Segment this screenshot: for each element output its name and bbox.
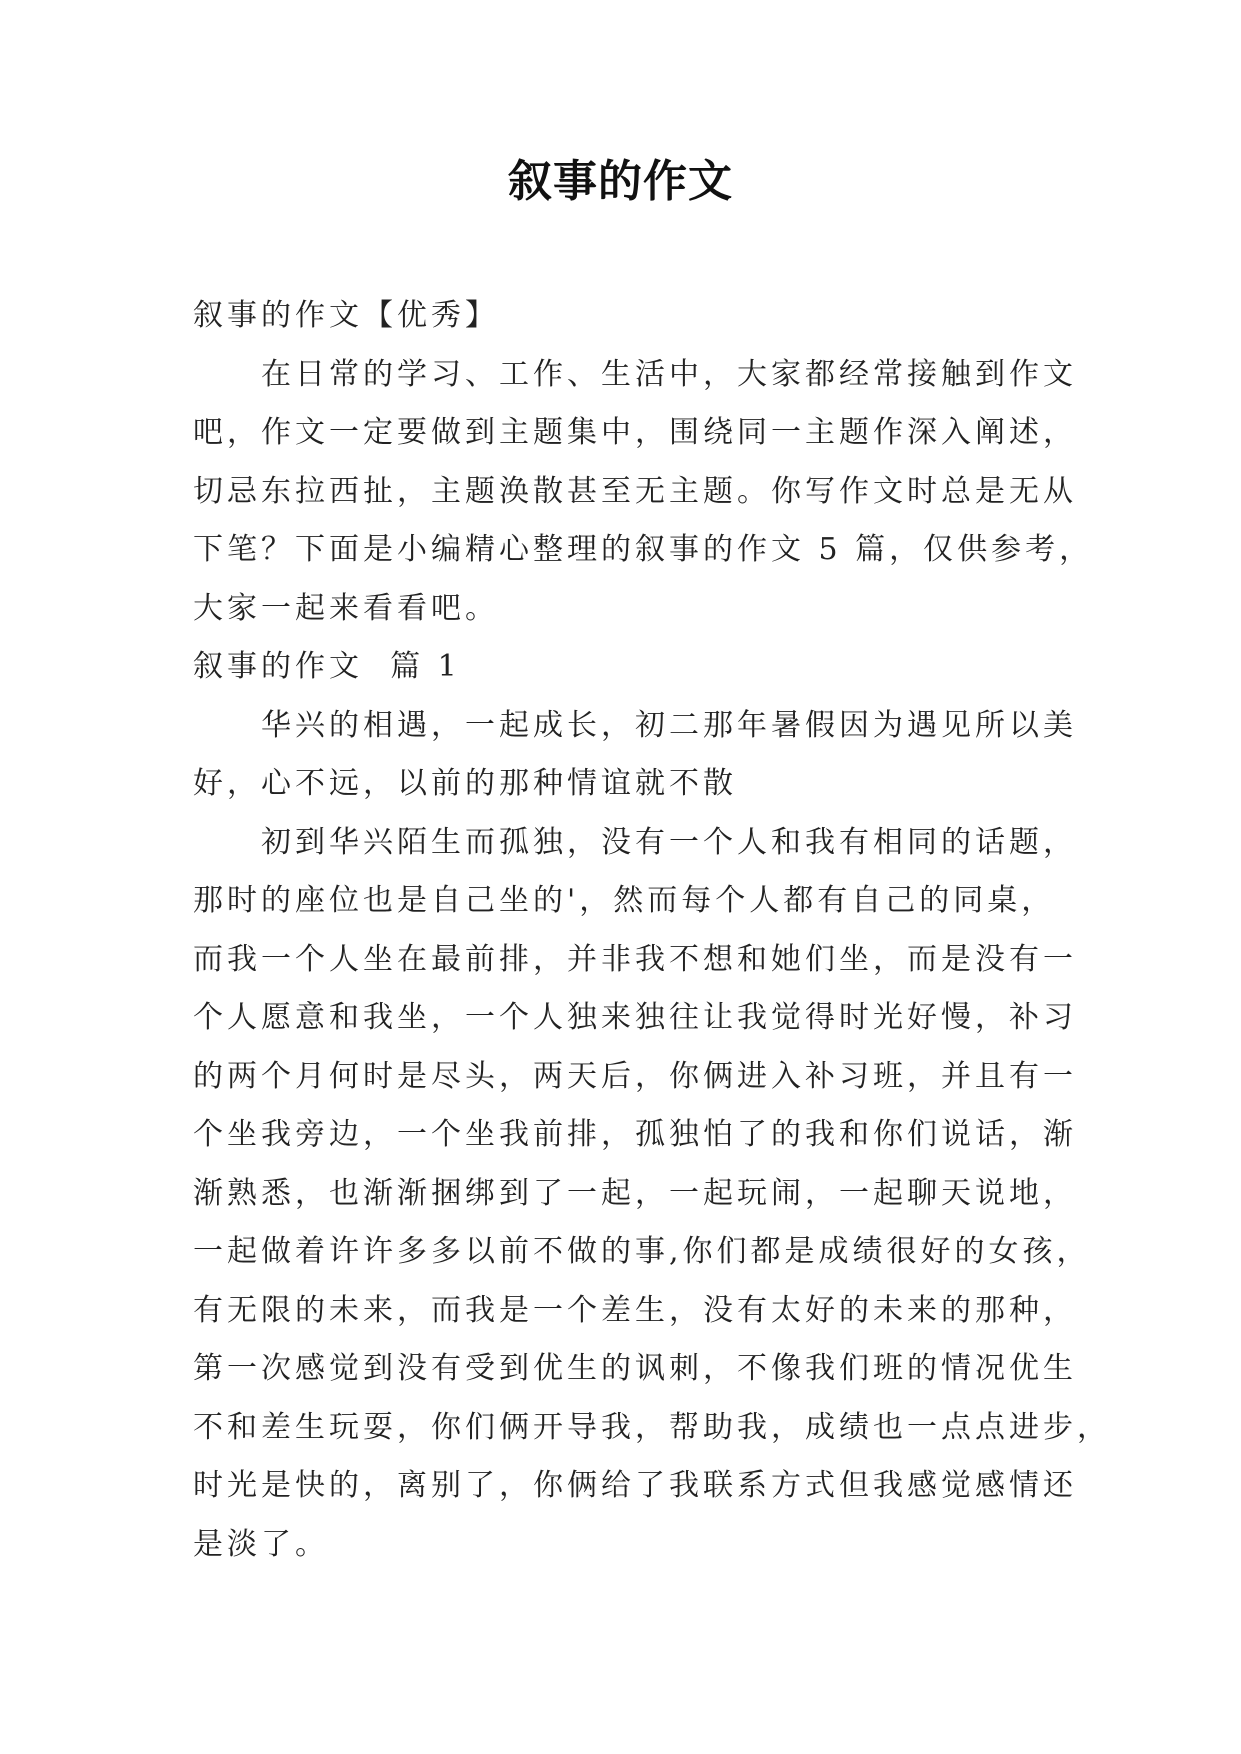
paragraph-line: 切忌东拉西扯，主题涣散甚至无主题。你写作文时总是无从 bbox=[193, 473, 1077, 509]
paragraph-line: 一起做着许许多多以前不做的事,你们都是成绩很好的女孩， bbox=[193, 1234, 1091, 1269]
paragraph-line: 渐熟悉，也渐渐捆绑到了一起，一起玩闹，一起聊天说地， bbox=[193, 1175, 1077, 1211]
paragraph-line: 那时的座位也是自己坐的'，然而每个人都有自己的同桌， bbox=[193, 883, 1056, 918]
paragraph-line: 好，心不远，以前的那种情谊就不散 bbox=[193, 766, 737, 801]
paragraph-line: 的两个月何时是尽头，两天后，你俩进入补习班，并且有一 bbox=[193, 1058, 1077, 1094]
paragraph-line: 吧，作文一定要做到主题集中，围绕同一主题作深入阐述， bbox=[193, 415, 1077, 450]
paragraph-line: 华兴的相遇，一起成长，初二那年暑假因为遇见所以美 bbox=[261, 707, 1077, 743]
paragraph-line: 第一次感觉到没有受到优生的讽刺，不像我们班的情况优生 bbox=[193, 1351, 1077, 1386]
paragraph-line: 在日常的学习、工作、生活中，大家都经常接触到作文 bbox=[261, 356, 1077, 392]
paragraph-line: 大家一起来看看吧。 bbox=[193, 590, 499, 626]
section-heading: 叙事的作文【优秀】 bbox=[193, 298, 499, 333]
paragraph-line: 个人愿意和我坐，一个人独来独往让我觉得时光好慢，补习 bbox=[193, 1000, 1077, 1035]
document-title: 叙事的作文 bbox=[508, 156, 733, 207]
section-heading: 叙事的作文 篇 1 bbox=[193, 649, 461, 684]
paragraph-line: 而我一个人坐在最前排，并非我不想和她们坐，而是没有一 bbox=[193, 941, 1077, 977]
document-body bbox=[193, 287, 1111, 1574]
paragraph-line: 个坐我旁边，一个坐我前排，孤独怕了的我和你们说话，渐 bbox=[193, 1117, 1077, 1152]
paragraph-line: 是淡了。 bbox=[193, 1526, 329, 1562]
paragraph-line: 时光是快的，离别了，你俩给了我联系方式但我感觉感情还 bbox=[193, 1468, 1077, 1503]
paragraph-line: 初到华兴陌生而孤独，没有一个人和我有相同的话题， bbox=[261, 824, 1077, 860]
paragraph-line: 不和差生玩耍，你们俩开导我，帮助我，成绩也一点点进步， bbox=[193, 1409, 1111, 1445]
paragraph-line: 有无限的未来，而我是一个差生，没有太好的未来的那种， bbox=[193, 1292, 1077, 1328]
paragraph-line: 下笔？下面是小编精心整理的叙事的作文 5 篇，仅供参考， bbox=[193, 532, 1094, 567]
